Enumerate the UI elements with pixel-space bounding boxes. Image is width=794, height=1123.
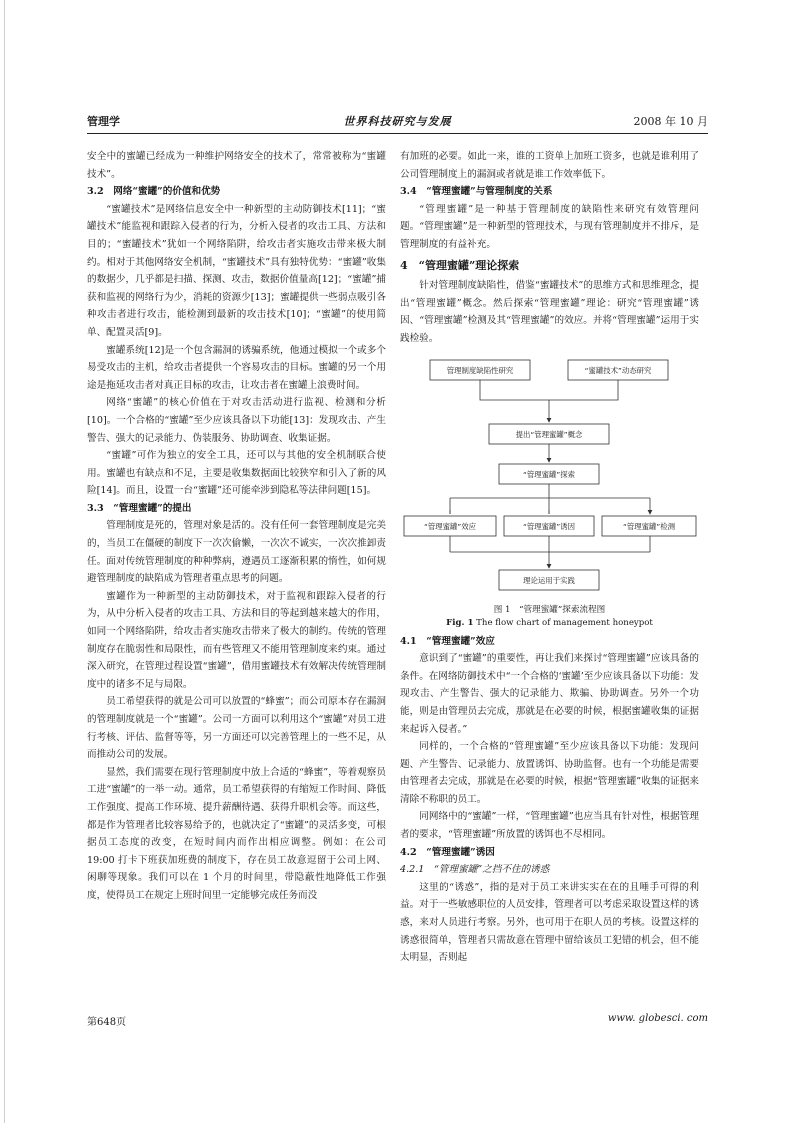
journal-url: www. globesci. com (607, 1013, 708, 1024)
connector-merge (450, 536, 650, 552)
svg-text:“管理蜜罐”效应: “管理蜜罐”效应 (423, 521, 477, 531)
section-heading: 3.4 “管理蜜罐”与管理制度的关系 (400, 186, 553, 198)
flowchart (400, 352, 699, 604)
section-heading: 3.2 网络“蜜罐”的价值和优势 (87, 186, 221, 198)
paragraph: 蜜罐系统[12]是一个包含漏洞的诱骗系统，他通过模拟一个或多个易受攻击的主机，给攻击者提供一个容易攻击的目标。蜜罐的另一个用途是拖延攻击者对真正目标的攻击，让攻击者在蜜罐上浪费时间。 (87, 344, 386, 391)
svg-text:“管理蜜罐”探索: “管理蜜罐”探索 (522, 469, 576, 479)
header-date: 2008 年 10 月 (633, 115, 708, 128)
node-management-defects (430, 360, 530, 380)
right-column-bottom (400, 633, 699, 967)
right-column (400, 148, 699, 967)
page-number: 第648页 (87, 1017, 127, 1028)
paragraph: 同样的，一个合格的“管理蜜罐”至少应该具备以下功能：发现问题、产生警告、记录能力、放置诱饵、协助监督。也有一个功能是需要由管理者去完成，那就是在必要的时候，根据“管理蜜罐”收集的证据来清除不称职的员工。 (400, 741, 699, 805)
running-header (87, 113, 708, 131)
running-footer (87, 1013, 708, 1029)
svg-text:理论运用于实践: 理论运用于实践 (523, 575, 575, 585)
paragraph: 管理制度是死的，管理对象是活的。没有任何一套管理制度是完美的，当员工在僵硬的制度下一次次偷懒，一次次不诚实，一次次推卸责任。面对传统管理制度的种种弊病，遵遇员工逐渐积累的惰性，如何规避管理制度的缺陷成为管理者重点思考的问题。 (87, 520, 386, 585)
figure-1 (400, 352, 699, 604)
section-heading: 4.2.1 “管理蜜罐”之挡不住的诱惑 (400, 864, 550, 876)
svg-text:“蜜罐技术”动态研究: “蜜罐技术”动态研究 (584, 365, 652, 375)
branch-arrows (450, 510, 650, 514)
header-rule (87, 133, 708, 134)
figure-label: Fig. 1 (446, 617, 474, 628)
figure-caption-en-text: The flow chart of management honeypot (476, 617, 653, 628)
node-honeypot-tech (568, 360, 668, 380)
paragraph: 员工希望获得的就是公司可以放置的“蜂蜜”；而公司原本存在漏洞的管理制度就是一个“蜜罐”。公司一方面可以利用这个“蜜罐”对员工进行考核、评估、监督等等，另一方面还可以完善管理上的一些不足，从而推动公司的发展。 (87, 696, 386, 761)
paragraph: 蜜罐作为一种新型的主动防御技术，对于监视和跟踪入侵者的行为，从中分析入侵者的攻击工具、方法和目的等起到越来越大的作用，如同一个网络陷阱，给攻击者实施攻击带来了极大的制约。传统的管理制度存在脆弱性和局限性，而有些管理又不能用管理制度来约束。通过深入研究，在管理过程设置“蜜罐”，借用蜜罐技术有效解决传统管理制度中的诸多不足与局限。 (87, 590, 386, 690)
paragraph: 安全中的蜜罐已经成为一种维护网络安全的技术了，常常被称为“蜜罐技术”。 (87, 151, 386, 180)
left-column (87, 148, 386, 905)
section-heading: 4 “管理蜜罐”理论探索 (400, 258, 520, 272)
svg-text:管理制度缺陷性研究: 管理制度缺陷性研究 (446, 365, 514, 375)
paragraph: 这里的“诱惑”，指的是对于员工来讲实实在在的且唾手可得的利益。对于一些敏感职位的人员安排，管理者可以考虑采取设置这样的诱惑，来对人员进行考察。另外，也可用于在职人员的考核。设置这样的诱惑很简单，管理者只需故意在管理中留给该员工犯错的机会，但不能太明显，否则起 (400, 881, 699, 964)
svg-text:“管理蜜罐”检测: “管理蜜罐”检测 (622, 521, 676, 531)
section-heading: 3.3 “管理蜜罐”的提出 (87, 502, 192, 514)
node-effect (404, 516, 496, 536)
paragraph: 网络“蜜罐”的核心价值在于对攻击活动进行监视、检测和分析[10]。一个合格的“蜜罐”至少应该具备以下功能[13]：发现攻击、产生警告、强大的记录能力、伪装服务、协助调查、收集证据。 (87, 397, 386, 444)
header-section: 管理学 (87, 115, 120, 128)
paragraph: 同网络中的“蜜罐”一样，“管理蜜罐”也应当具有针对性，根据管理者的要求，“管理蜜罐”所放置的诱饵也不尽相同。 (400, 811, 699, 841)
node-inducement (504, 516, 594, 536)
paragraph: 有加班的必要。如此一来，谁的工资单上加班工资多，也就是谁利用了公司管理制度上的漏洞或者就是谁工作效率低下。 (400, 151, 699, 180)
node-detection (602, 516, 696, 536)
node-explore (499, 464, 599, 484)
scan-edge (4, 0, 5, 1123)
paragraph: “蜜罐技术”是网络信息安全中一种新型的主动防御技术[11]；“蜜罐技术”能监视和跟踪入侵者的行为，分析入侵者的攻击工具、方法和目的；“蜜罐技术”犹如一个网络陷阱，给攻击者实施攻击带来极大制约。相对于其他网络安全机制，“蜜罐技术”具有独特优势：“蜜罐”收集的数据少，几乎都是扫描、探测、攻击，数据价值量高[12]；“蜜罐”捕获和监视的网络行为少，消耗的资源少[13]；蜜罐提供一些弱点吸引各种攻击者进行攻击，能检测到最新的攻击技术[10]；“蜜罐”的使用简单、配置灵活[9]。 (87, 203, 386, 338)
paragraph: 意识到了“蜜罐”的重要性，再让我们来探讨“管理蜜罐”应该具备的条件。在网络防御技术中“一个合格的‘蜜罐’至少应该具备以下功能：发现攻击、产生警告、强大的记录能力、欺骗、协助调查。另外一个功能，则是由管理员去完成，那就是在必要的时候，根据蜜罐收集的证据来起诉入侵者。” (400, 653, 699, 735)
right-column-top (400, 148, 699, 348)
connector-top (480, 380, 618, 400)
figure-caption-en (400, 617, 699, 630)
node-propose-concept (489, 424, 609, 444)
connector-branch (450, 484, 650, 514)
paragraph: “管理蜜罐”是一种基于管理制度的缺陷性来研究有效管理问题。“管理蜜罐”是一种新型的管理技术，与现有管理制度并不排斥，是管理制度的有益补充。 (400, 203, 699, 250)
section-heading: 4.2 “管理蜜罐”诱因 (400, 846, 495, 858)
svg-text:“管理蜜罐”诱因: “管理蜜罐”诱因 (522, 521, 576, 531)
paragraph: “蜜罐”可作为独立的安全工具，还可以与其他的安全机制联合使用。蜜罐也有缺点和不足，主要是收集数据面比较狭窄和引入了新的风险[14]。而且，设置一台“蜜罐”还可能牵涉到隐私等法律问题[15]。 (87, 450, 386, 497)
paragraph: 显然，我们需要在现行管理制度中放上合适的“蜂蜜”，等着观察员工进“蜜罐”的一举一动。通常，员工希望获得的有缩短工作时间、降低工作强度、提高工作环境、提升薪酬待遇、获得升职机会等。而这些，都是作为管理者比较容易给予的，也就决定了“蜜罐”的灵活多变，可根据员工态度的改变，在短时间内而作出相应调整。例如：在公司 19:00 打卡下班获加班费的制度下，存在员工故意逗留于公司上网、闲聊等现象。我们可以在 1 个月的时间里，带隐蔽性地降低工作强度，使得员工在规定上班时间里一定能够完成任务而没 (87, 766, 386, 901)
node-practice (499, 570, 599, 590)
figure-caption-cn: 图 1 “管理蜜罐”探索流程图 (493, 604, 606, 615)
svg-text:提出“管理蜜罐”概念: 提出“管理蜜罐”概念 (515, 429, 583, 439)
paragraph: 针对管理制度缺陷性，借鉴“蜜罐技术”的思维方式和思维理念，提出“管理蜜罐”概念。然后探索“管理蜜罐”理论：研究“管理蜜罐”诱因、“管理蜜罐”检测及其“管理蜜罐”的效应。并将“管理蜜罐”运用于实践检验。 (400, 280, 699, 344)
header-journal-title: 世界科技研究与发展 (343, 115, 452, 128)
section-heading: 4.1 “管理蜜罐”效应 (400, 635, 495, 647)
